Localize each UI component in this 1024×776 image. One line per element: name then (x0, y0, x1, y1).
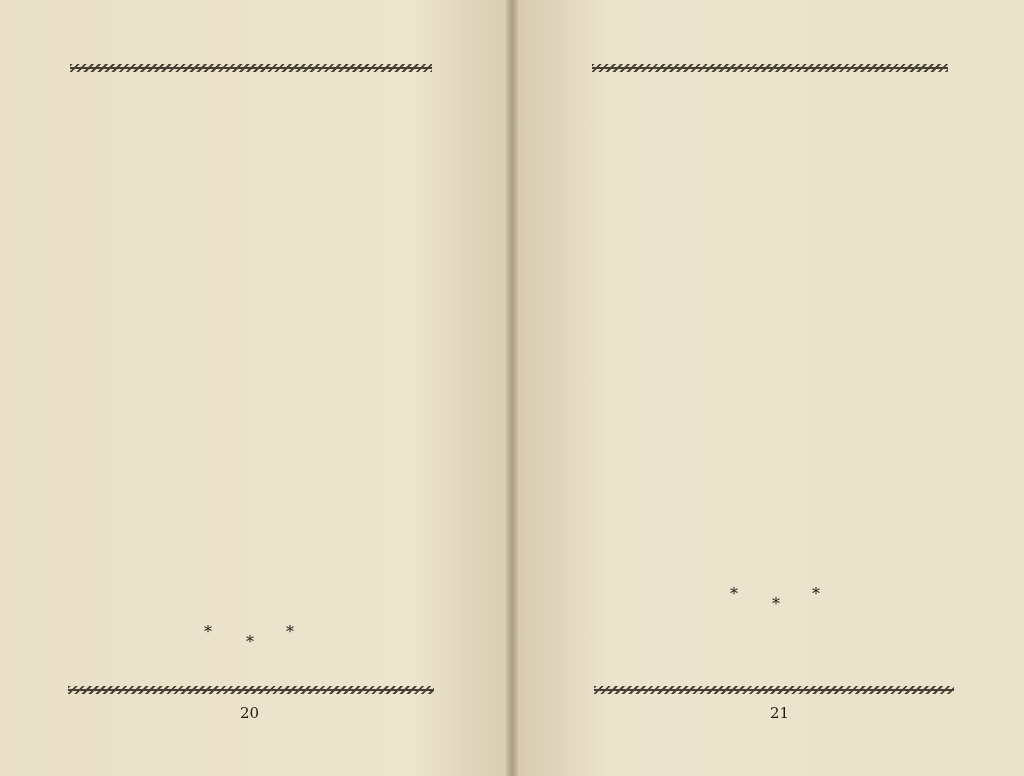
asterisk: * (730, 584, 738, 603)
asterisk: * (204, 622, 212, 641)
bottom-ornament-band (68, 686, 434, 694)
top-ornament-band (70, 64, 432, 72)
top-ornament-band (592, 64, 948, 72)
asterisk: * (772, 594, 780, 613)
book-gutter (506, 0, 518, 776)
page-number: 21 (770, 704, 790, 722)
bottom-ornament-band (594, 686, 954, 694)
asterisk: * (286, 622, 294, 641)
asterisk: * (246, 632, 254, 651)
asterisk: * (812, 584, 820, 603)
right-page (512, 0, 1024, 776)
page-number: 20 (240, 704, 260, 722)
